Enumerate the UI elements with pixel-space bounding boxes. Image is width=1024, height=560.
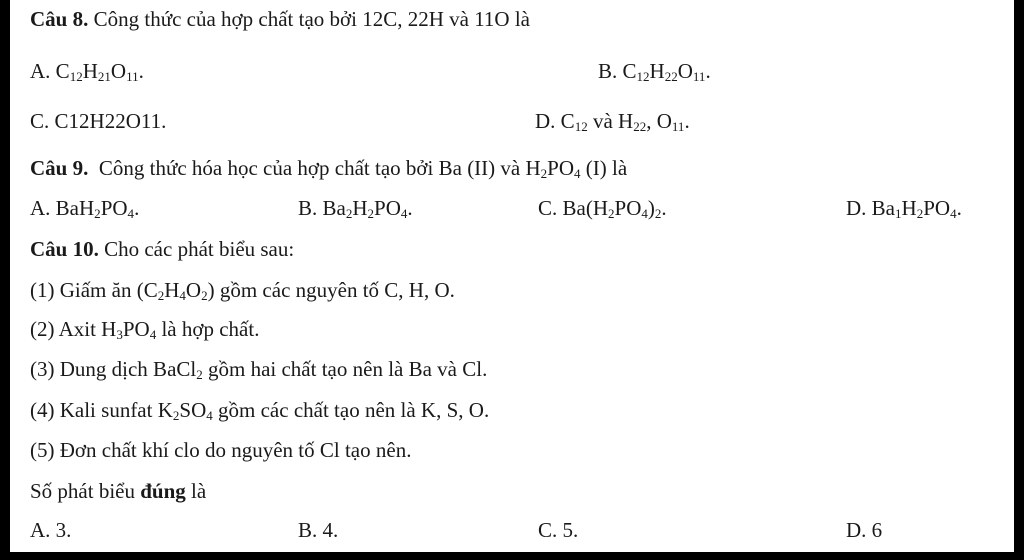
q9-a-part: PO xyxy=(100,196,128,220)
statement-sub: 2 xyxy=(172,407,180,423)
q9-a-part: . xyxy=(134,196,140,220)
q8-b-part: O xyxy=(677,59,693,83)
q10-option-c[interactable]: C. 5. xyxy=(538,518,579,542)
q9-d-part: PO xyxy=(923,196,951,220)
q8-option-c[interactable] xyxy=(30,108,166,134)
statement-sub: 2 xyxy=(201,287,208,303)
statement-part: O xyxy=(185,278,202,302)
q9-a-part: BaH xyxy=(55,196,95,220)
q9-c-sub: 2 xyxy=(654,205,662,221)
statement-part: (4) Kali sunfat K xyxy=(30,398,173,422)
q9-d-sub: 2 xyxy=(916,205,924,221)
q8-option-a[interactable] xyxy=(30,58,144,84)
q8-b-part: H xyxy=(649,59,665,83)
q9-a-sub: 2 xyxy=(94,205,101,221)
q9-a-letter: A. xyxy=(30,196,51,220)
q9-b-letter: B. xyxy=(298,196,318,220)
statement-part: gồm các chất tạo nên là K, S, O. xyxy=(212,398,490,422)
statement-sub: 4 xyxy=(206,407,213,423)
q10-statement-4 xyxy=(30,397,489,423)
q10-label: Câu 10. xyxy=(30,237,99,261)
q9-b-part: Ba xyxy=(322,196,346,220)
q9-d-sub: 1 xyxy=(895,205,902,221)
q8-a-part: O xyxy=(110,59,127,83)
q9-d-letter: D. xyxy=(846,196,867,220)
q8-stem xyxy=(30,6,530,32)
q8-b-sub: 12 xyxy=(636,68,650,84)
q8-label: Câu 8. xyxy=(30,7,89,31)
q9-c-part: ) xyxy=(647,196,655,220)
q8-a-sub: 21 xyxy=(97,68,111,84)
q10-count-prompt xyxy=(30,478,206,504)
q10-statement-5 xyxy=(30,437,411,463)
q8-d-part: , O xyxy=(646,109,672,133)
q8-a-sub: 12 xyxy=(69,68,83,84)
q8-b-part: C xyxy=(622,59,637,83)
statement-part: (2) Axit H xyxy=(30,317,117,341)
q9-stem xyxy=(30,155,627,181)
q8-d-part: . xyxy=(684,109,690,133)
q9-d-sub: 4 xyxy=(950,205,957,221)
q9-d-part: H xyxy=(901,196,917,220)
q8-d-sub: 12 xyxy=(574,118,588,134)
statement-sub: 4 xyxy=(179,287,186,303)
q9-option-d[interactable] xyxy=(846,195,962,221)
q9-stem-sub: 4 xyxy=(574,165,581,181)
q8-a-part: H xyxy=(82,59,98,83)
q9-d-part: . xyxy=(956,196,962,220)
q8-d-letter: D. xyxy=(535,109,556,133)
q9-b-sub: 2 xyxy=(367,205,375,221)
statement-part: (1) Giấm ăn (C xyxy=(30,278,158,302)
q9-b-part: . xyxy=(407,196,413,220)
q8-d-part: và H xyxy=(592,109,634,133)
statement-part: là hợp chất. xyxy=(161,317,260,341)
count-prompt-part: là xyxy=(191,479,207,503)
q9-c-sub: 4 xyxy=(641,205,648,221)
statement-text: (5) Đơn chất khí clo do nguyên tố Cl tạo nên. xyxy=(30,438,412,462)
statement-sub: 4 xyxy=(149,326,157,342)
q8-d-sub: 11 xyxy=(671,118,685,134)
q9-c-part: Ba(H xyxy=(562,196,609,220)
statement-part: (3) Dung dịch BaCl xyxy=(30,357,197,381)
q9-d-part: Ba xyxy=(871,196,895,220)
q9-c-letter: C. xyxy=(538,196,558,220)
q9-b-part: PO xyxy=(374,196,401,220)
q10-option-a[interactable]: A. 3. xyxy=(30,518,72,542)
q10-option-b[interactable]: B. 4. xyxy=(298,518,339,542)
statement-part: H xyxy=(164,278,180,302)
q9-stem-part: Công thức hóa học của hợp chất tạo bởi Ba (II) và H xyxy=(98,156,541,180)
q8-b-letter: B. xyxy=(598,59,618,83)
q8-a-part: C xyxy=(55,59,70,83)
q8-c-text: C12H22O11. xyxy=(54,109,167,133)
q9-option-b[interactable] xyxy=(298,195,413,221)
q10-option-d[interactable]: D. 6 xyxy=(846,518,883,542)
q9-stem-sub: 2 xyxy=(540,165,548,181)
q8-d-part: C xyxy=(560,109,575,133)
q9-label: Câu 9. xyxy=(30,156,89,180)
statement-part: ) gồm các nguyên tố C, H, O. xyxy=(207,278,455,302)
q9-b-part: H xyxy=(352,196,368,220)
statement-sub: 3 xyxy=(116,326,123,342)
q10-statement-2 xyxy=(30,316,259,342)
statement-sub: 2 xyxy=(157,287,165,303)
statement-part: SO xyxy=(179,398,207,422)
q9-option-a[interactable] xyxy=(30,195,139,221)
q9-stem-part: PO xyxy=(547,156,575,180)
q9-a-sub: 4 xyxy=(127,205,135,221)
count-prompt-emphasis: đúng xyxy=(140,479,186,503)
statement-part: gồm hai chất tạo nên là Ba và Cl. xyxy=(208,357,488,381)
count-prompt-part: Số phát biểu xyxy=(30,479,135,503)
q8-a-sub: 11 xyxy=(126,68,139,84)
q8-a-part: . xyxy=(138,59,144,83)
q8-b-sub: 11 xyxy=(692,68,706,84)
q9-c-part: PO xyxy=(614,196,642,220)
worksheet-page xyxy=(10,0,1014,552)
q9-stem-part: (I) là xyxy=(585,156,628,180)
q8-c-letter: C. xyxy=(30,109,50,133)
q9-c-part: . xyxy=(661,196,667,220)
statement-sub: 2 xyxy=(196,366,203,382)
statement-part: PO xyxy=(122,317,150,341)
q10-statement-3 xyxy=(30,356,487,382)
q8-stem-text: Công thức của hợp chất tạo bởi 12C, 22H và 11O là xyxy=(93,7,531,31)
q10-stem xyxy=(30,236,294,262)
q9-c-sub: 2 xyxy=(608,205,615,221)
q9-b-sub: 2 xyxy=(345,205,353,221)
q8-d-sub: 22 xyxy=(633,118,647,134)
q8-option-d[interactable] xyxy=(535,108,690,134)
q8-option-b[interactable] xyxy=(598,58,711,84)
q8-a-letter: A. xyxy=(30,59,51,83)
q10-stem-text: Cho các phát biểu sau: xyxy=(104,237,295,261)
q9-b-sub: 4 xyxy=(400,205,408,221)
q8-b-part: . xyxy=(705,59,711,83)
q9-option-c[interactable] xyxy=(538,195,667,221)
q8-b-sub: 22 xyxy=(664,68,678,84)
q10-statement-1 xyxy=(30,277,455,303)
